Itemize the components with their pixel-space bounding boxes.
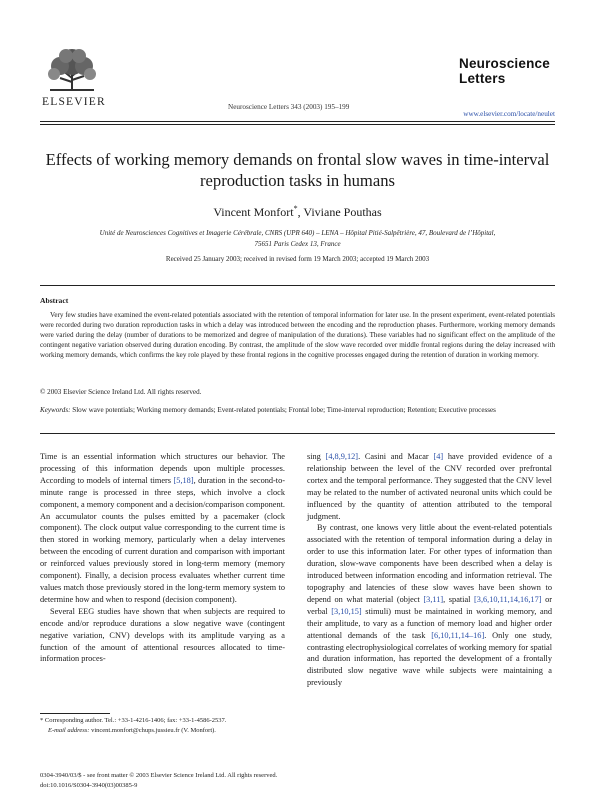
journal-name bbox=[459, 56, 550, 86]
citation-link[interactable]: [3,10,15] bbox=[331, 606, 362, 616]
body-column-left bbox=[40, 451, 285, 665]
paragraph: sing [4,8,9,12]. Casini and Macar [4] have provided evidence of a relationship between the level of the CNV recorded over prefrontal cortex and the temporal performance. They suggested that the CNV level may be related to the number of activated neuronal units which could be influenced by the quantity of attention attributed to the temporal judgment. bbox=[307, 452, 552, 521]
journal-name-line2: Letters bbox=[459, 71, 506, 86]
abstract-body: Very few studies have examined the event-related potentials associated with the retention of temporal information for later use. In the present experiment, event-related potentials were recorded during two duration reproduction tasks in which a delay was introduced between the encoding and the reproduction phases. Furthermore, working memory demands were varied during the delay (number of durations to be memorized and degree of manipulation of the durations). These variables had no significant effect on the amplitude of the contingent negative variation observed during duration encoding. By contrast, the amplitude of the slow wave recorded over middle frontal regions during the delay increased with working memory demands, which confirms the key role played by these frontal regions in the cognitive processes engaged during the retention of duration in working memory. bbox=[40, 311, 555, 360]
abstract-copyright: © 2003 Elsevier Science Ireland Ltd. All rights reserved. bbox=[40, 388, 202, 396]
header-rule-bottom bbox=[40, 124, 555, 125]
author-name[interactable]: Vincent Monfort bbox=[213, 205, 294, 219]
abstract-heading: Abstract bbox=[40, 296, 69, 305]
abstract-rule-bottom bbox=[40, 433, 555, 434]
paragraph: Several EEG studies have shown that when subjects are required to encode and/or reproduce durations a slow negative wave (contingent negative variation, CNV) develops with its amplitude varying as a function of the amount of attentional resources allocated to time-information proces- bbox=[40, 606, 285, 664]
coauthor-name[interactable]: , Viviane Pouthas bbox=[297, 205, 382, 219]
keywords bbox=[40, 405, 555, 415]
footnote bbox=[40, 716, 290, 735]
citation-link[interactable]: [5,18] bbox=[173, 475, 194, 485]
author-line bbox=[40, 204, 555, 220]
email-label: E-mail address: bbox=[48, 726, 90, 734]
email-address[interactable]: vincent.monfort@chups.jussieu.fr (V. Monfort). bbox=[89, 726, 216, 734]
paragraph: Time is an essential information which structures our behavior. The processing of this information depends upon multiple processes. According to models of internal timers [5,18], duration in the second-to-minute range is processed in three steps, which involve a clock component, a memory component and a decision/comparison component. An accumulator counts the pulses emitted by a pacemaker (clock component). The clock output value corresponding to the current time is then stored in working memory, particularly when a delay intervenes between the encoding of current duration and comparison with important or reinforced values previously stored in long-term memory (memory component). Finally, a decision process evaluates whether current time values match those previously stored in the long-term memory system to determine how and when to respond (decision component). bbox=[40, 452, 285, 604]
paragraph: By contrast, one knows very little about the event-related potentials associated with the retention of temporal information during a delay in order to use this information later. For other types of information than duration, slow-wave components have been described when a delay is introduced between information encoding and information retrieval. The topography and latencies of these slow waves have been shown to depend on what material (object [3,11], spatial [3,6,10,11,14,16,17] or verbal [3,10,15] stimuli) must be maintained in working memory, and their amplitude, to vary as a function of memory load and higher order attentional demands of the task [6,10,11,14–16]. Only one study, contrasting electrophysiological correlates of working memory for spatial and duration information, has reported the development of a frontally distributed slow negative wave while subjects were maintaining a previously bbox=[307, 523, 552, 688]
keywords-list: Slow wave potentials; Working memory demands; Event-related potentials; Frontal lobe; Time-interval reproduction; Retention; Executive processes bbox=[72, 406, 496, 414]
doi-line[interactable]: doi:10.1016/S0304-3940(03)00385-9 bbox=[40, 781, 138, 789]
front-matter bbox=[40, 771, 277, 790]
keywords-label: Keywords: bbox=[40, 406, 71, 414]
citation-link[interactable]: [6,10,11,14–16] bbox=[431, 630, 485, 640]
article-dates: Received 25 January 2003; received in revised form 19 March 2003; accepted 19 March 2003 bbox=[165, 255, 430, 263]
affiliation bbox=[40, 228, 555, 249]
body-column-right bbox=[307, 451, 552, 689]
article-title: Effects of working memory demands on frontal slow waves in time-interval reproduction tasks in humans bbox=[45, 150, 550, 190]
journal-reference: Neuroscience Letters 343 (2003) 195–199 bbox=[228, 103, 350, 111]
header-rule-top bbox=[40, 121, 555, 122]
publisher-logo-text: ELSEVIER bbox=[42, 96, 106, 108]
corresponding-mark[interactable]: * bbox=[293, 204, 298, 213]
citation-link[interactable]: [3,6,10,11,14,16,17] bbox=[474, 594, 542, 604]
citation-link[interactable]: [4,8,9,12] bbox=[325, 452, 359, 461]
citation-link[interactable]: [4] bbox=[433, 452, 444, 461]
journal-url-link[interactable]: www.elsevier.com/locate/neulet bbox=[463, 110, 555, 118]
affiliation-line: 75651 Paris Cedex 13, France bbox=[254, 239, 341, 248]
affiliation-line: Unité de Neurosciences Cognitives et Imagerie Cérébrale, CNRS (UPR 640) – LENA – Hôpital Pitié-Salpêtrière, 47, Boulevard de l’Hôpital, bbox=[99, 229, 496, 237]
journal-name-line1: Neuroscience bbox=[459, 56, 550, 71]
abstract-rule-top bbox=[40, 285, 555, 286]
corresponding-author-note: * Corresponding author. Tel.: +33-1-4216-1406; fax: +33-1-4586-2537. bbox=[40, 717, 227, 724]
citation-link[interactable]: [3,11] bbox=[423, 594, 444, 604]
email-note bbox=[40, 726, 290, 736]
footnote-rule bbox=[40, 713, 110, 714]
issn-line: 0304-3940/03/$ - see front matter © 2003 Elsevier Science Ireland Ltd. All rights reserved. bbox=[40, 772, 278, 779]
